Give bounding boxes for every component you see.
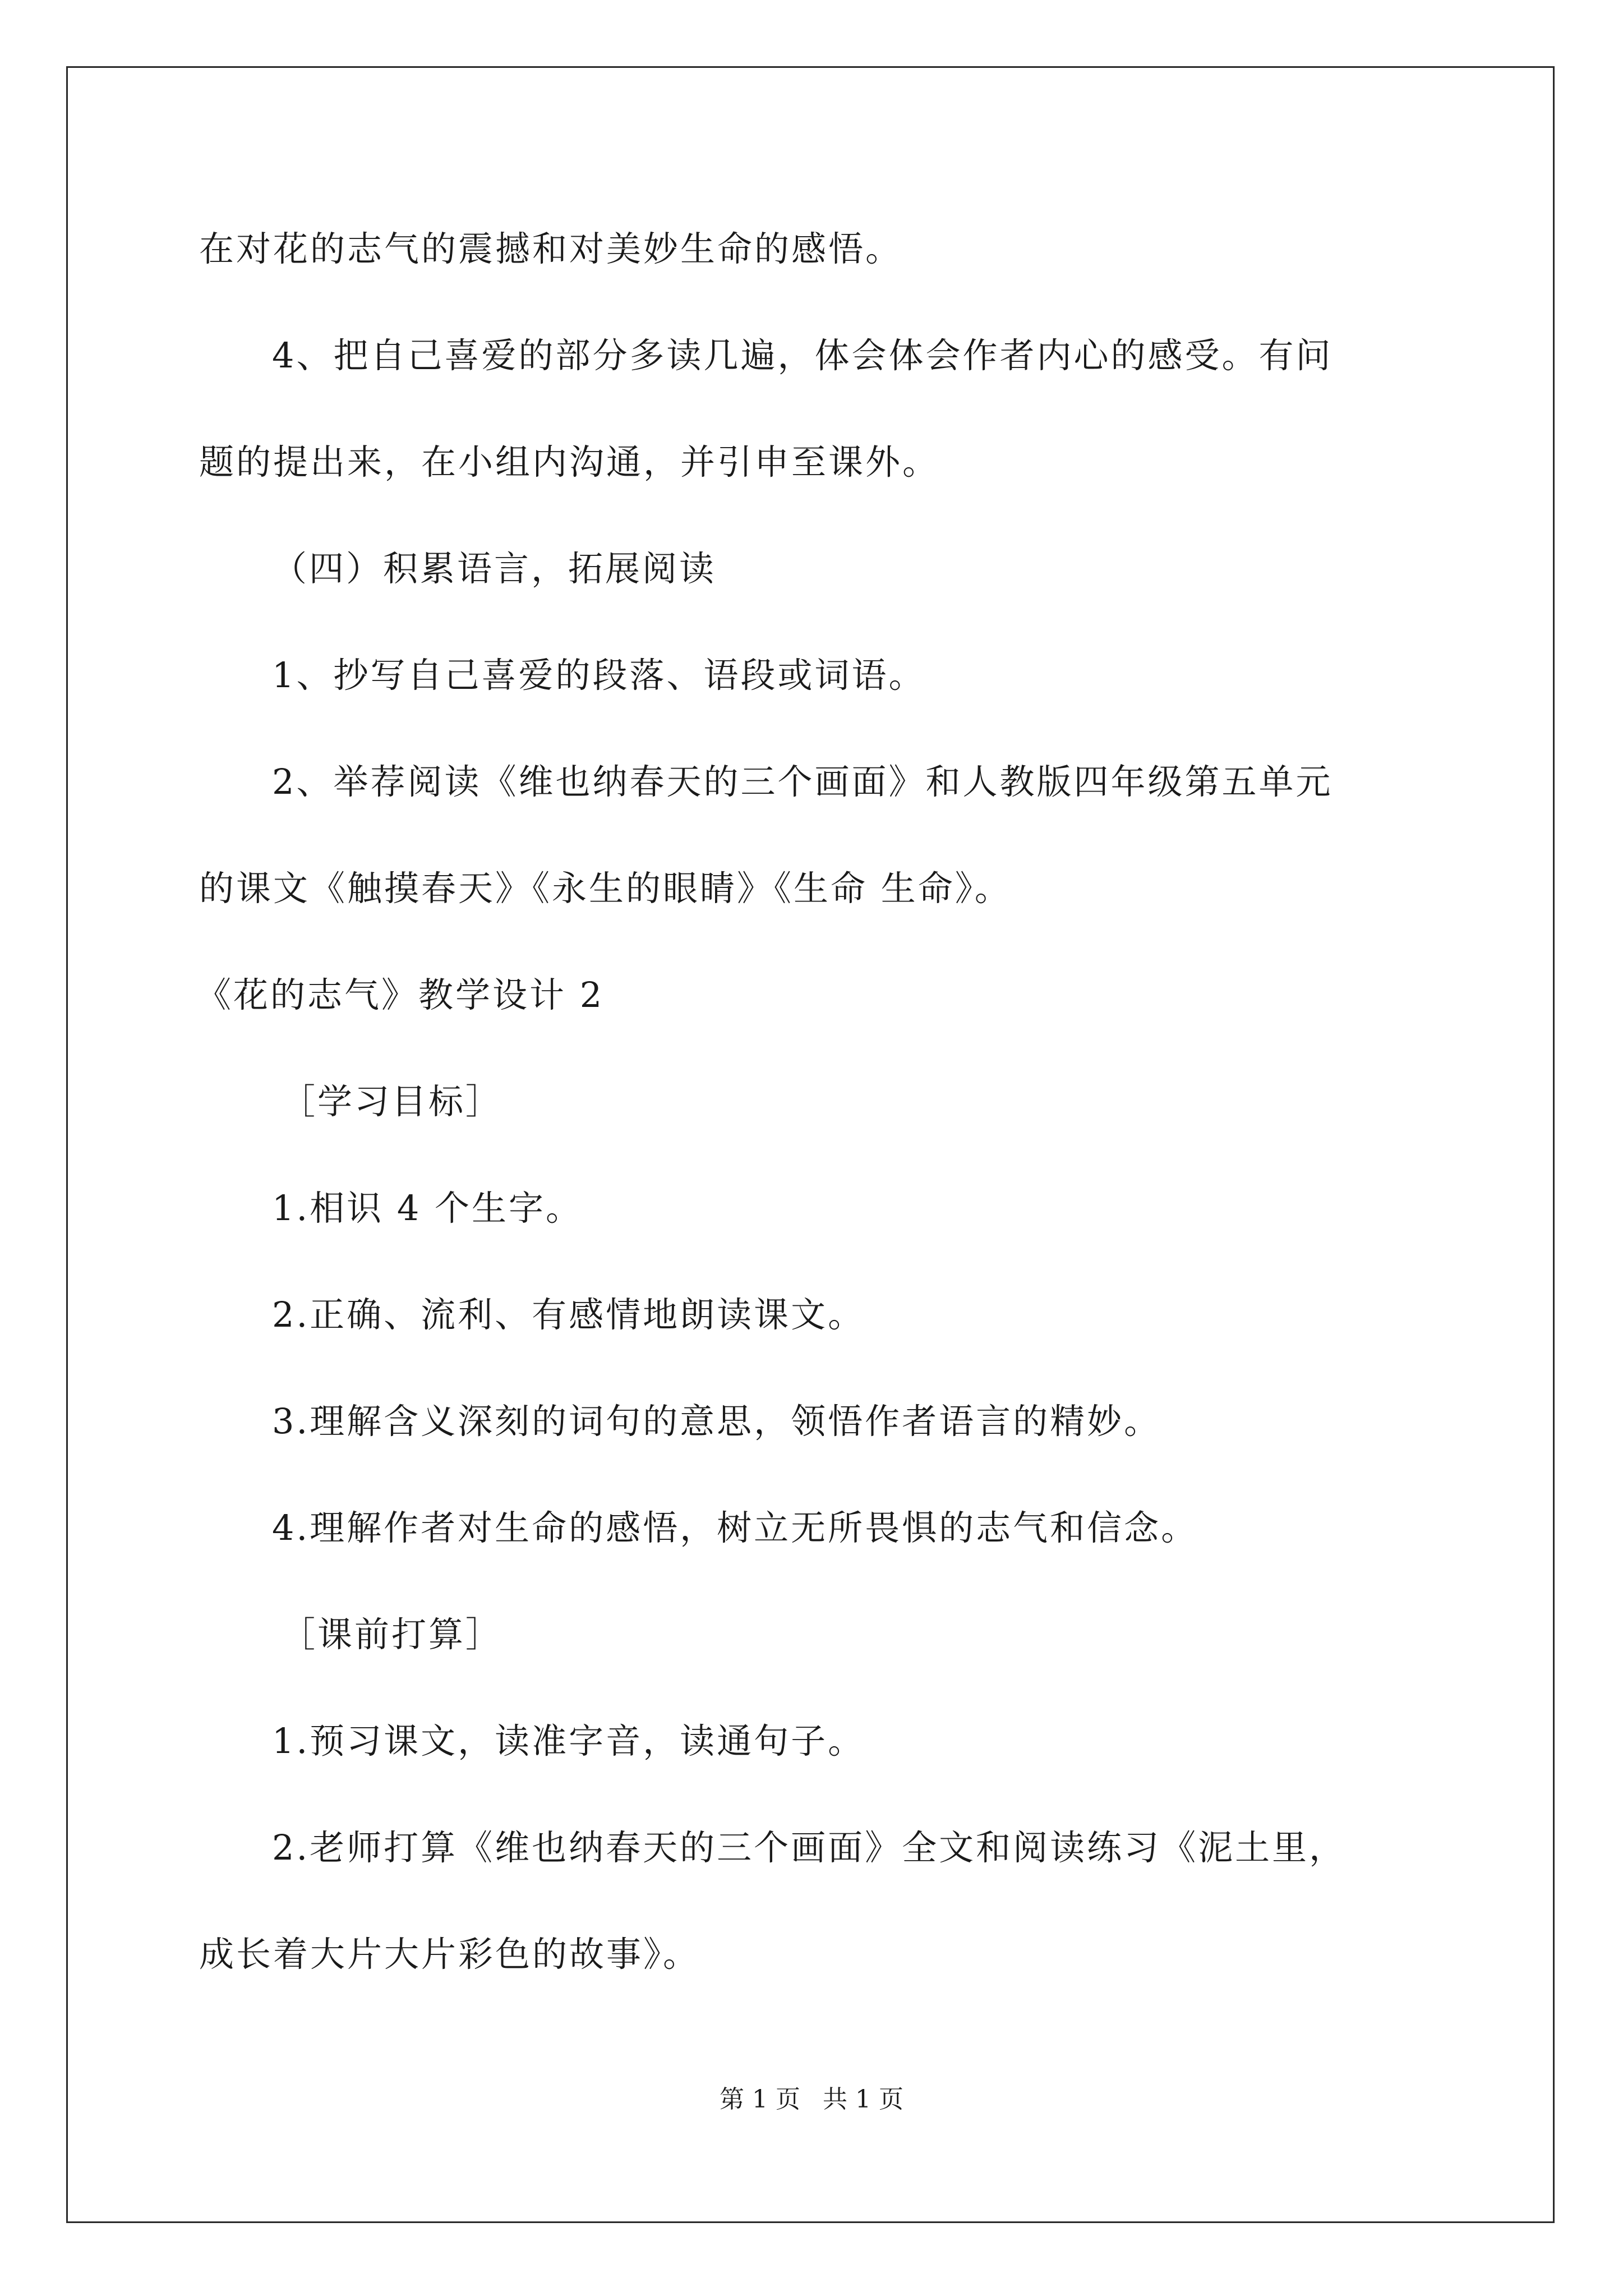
paragraph-line: 2、举荐阅读《维也纳春天的三个画面》和人教版四年级第五单元 [272,761,1333,802]
paragraph-line: 4、把自己喜爱的部分多读几遍，体会体会作者内心的感受。有问 [272,335,1333,376]
page-number: 第 1 页 [720,2085,800,2114]
paragraph-line: 成长着大片大片彩色的故事》。 [199,1934,700,1975]
section-heading: ［学习目标］ [280,1081,503,1122]
paragraph-line: 2.正确、流利、有感情地朗读课文。 [272,1294,865,1335]
page-total: 共 1 页 [823,2085,903,2114]
paragraph-line: 1、抄写自己喜爱的段落、语段或词语。 [272,655,926,696]
paragraph-line: 题的提出来，在小组内沟通，并引申至课外。 [199,441,940,482]
paragraph-line: 在对花的志气的震撼和对美妙生命的感悟。 [199,228,903,269]
section-heading: ［课前打算］ [280,1614,503,1655]
document-title: 《花的志气》教学设计 2 [196,974,605,1015]
section-heading: （四）积累语言，拓展阅读 [272,548,717,589]
page-footer [0,2084,1623,2115]
paragraph-line: 1.预习课文，读准字音，读通句子。 [272,1720,865,1761]
paragraph-line: 1.相识 4 个生字。 [272,1188,583,1228]
paragraph-line: 2.老师打算《维也纳春天的三个画面》全文和阅读练习《泥土里， [272,1827,1347,1868]
paragraph-line: 3.理解含义深刻的词句的意思，领悟作者语言的精妙。 [272,1401,1161,1442]
paragraph-line: 的课文《触摸春天》《永生的眼睛》《生命 生命》。 [199,868,1012,909]
page-border [66,66,1555,2223]
paragraph-line: 4.理解作者对生命的感悟，树立无所畏惧的志气和信念。 [272,1507,1198,1548]
